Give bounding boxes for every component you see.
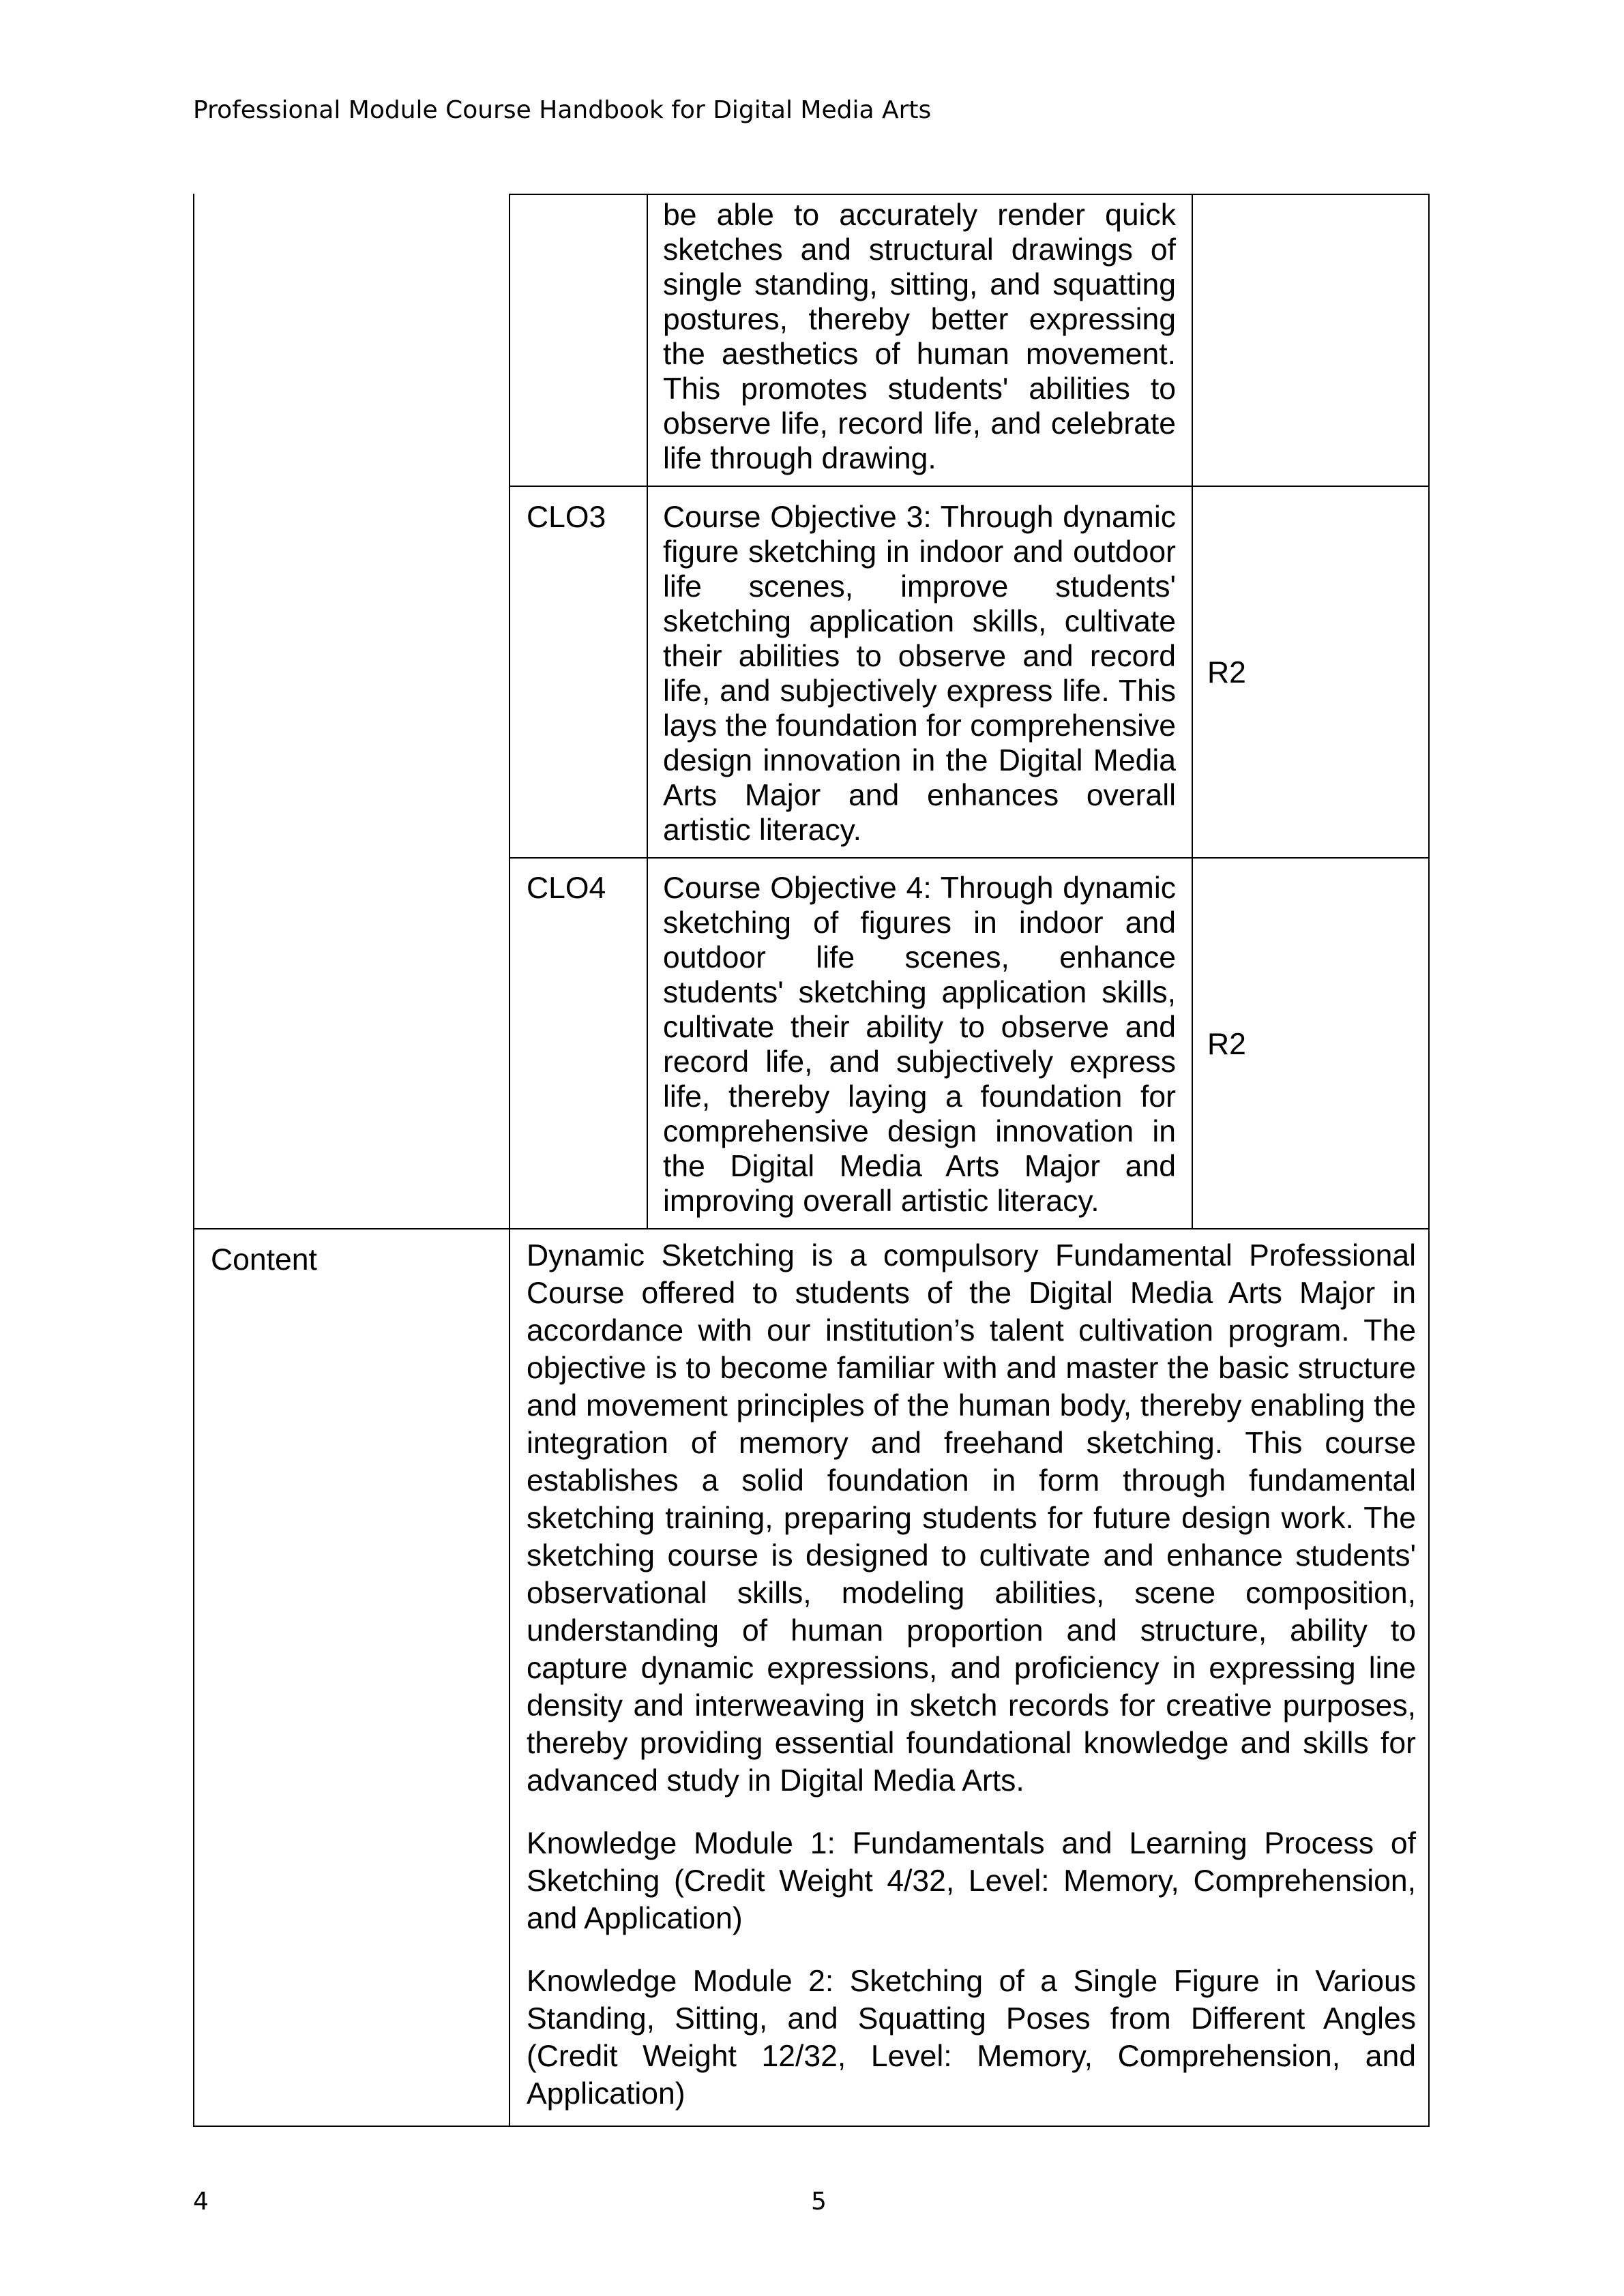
knowledge-module-1: Knowledge Module 1: Fundamentals and Learning Process of Sketching (Credit Weight 4/32, Level: Memory, Comprehension, and Application) <box>527 1827 1416 1935</box>
column-divider-label <box>509 194 510 2127</box>
course-table <box>193 194 1430 2127</box>
clo-code: CLO4 <box>527 871 606 905</box>
clo-code: CLO3 <box>527 501 606 534</box>
page-number-left: 4 <box>193 2188 209 2216</box>
page-number-center: 5 <box>811 2188 827 2216</box>
knowledge-module-2: Knowledge Module 2: Sketching of a Single Figure in Various Standing, Sitting, and Squatting Poses from Different Angles (Credit Weight 12/32, Level: Memory, Comprehension, and Application) <box>527 1965 1416 2111</box>
page-header-title: Professional Module Course Handbook for Digital Media Arts <box>193 96 932 124</box>
row-divider-content <box>193 1228 1430 1229</box>
table-border-bottom <box>193 2126 1430 2127</box>
clo-requirement: R2 <box>1207 656 1246 689</box>
clo-objective: Course Objective 4: Through dynamic sketching of figures in indoor and outdoor life scenes, enhance students' sketching application skills, cultivate their ability to observe and record life, and subjectively express life, thereby laying a foundation for comprehensive design innovation in the Digital Media Arts Major and improving overall artistic literacy. <box>663 871 1176 1218</box>
content-label: Content <box>211 1243 317 1277</box>
column-divider-code <box>647 194 648 1229</box>
clo-objective: Course Objective 3: Through dynamic figure sketching in indoor and outdoor life scenes, improve students' sketching application skills, cultivate their abilities to observe and record life, and subjectively express life. This lays the foundation for comprehensive design innovation in the Digital Media Arts Major and enhances overall artistic literacy. <box>663 501 1177 847</box>
table-border-right <box>1428 194 1430 2127</box>
table-border-left <box>193 194 194 2127</box>
clo-requirement: R2 <box>1207 1028 1246 1061</box>
column-divider-requirement <box>1192 194 1193 1229</box>
content-paragraph: Dynamic Sketching is a compulsory Fundamental Professional Course offered to students of the Digital Media Arts Major in accordance with our institution’s talent cultivation program. The objective is to become familiar with and master the basic structure and movement principles of the human body, thereby enabling the integration of memory and freehand sketching. This course establishes a solid foundation in form through fundamental sketching training, preparing students for future design work. The sketching course is designed to cultivate and enhance students' observational skills, modeling abilities, scene composition, understanding of human proportion and structure, ability to capture dynamic expressions, and proficiency in expressing line density and interweaving in sketch records for creative purposes, thereby providing essential foundational knowledge and skills for advanced study in Digital Media Arts. <box>527 1239 1416 1798</box>
continued-objective-text: be able to accurately render quick sketches and structural drawings of single standing, sitting, and squatting postures, thereby better expressing the aesthetics of human movement. This promotes students' abilities to observe life, record life, and celebrate life through drawing. <box>663 198 1176 475</box>
content-description <box>527 1237 1416 2113</box>
